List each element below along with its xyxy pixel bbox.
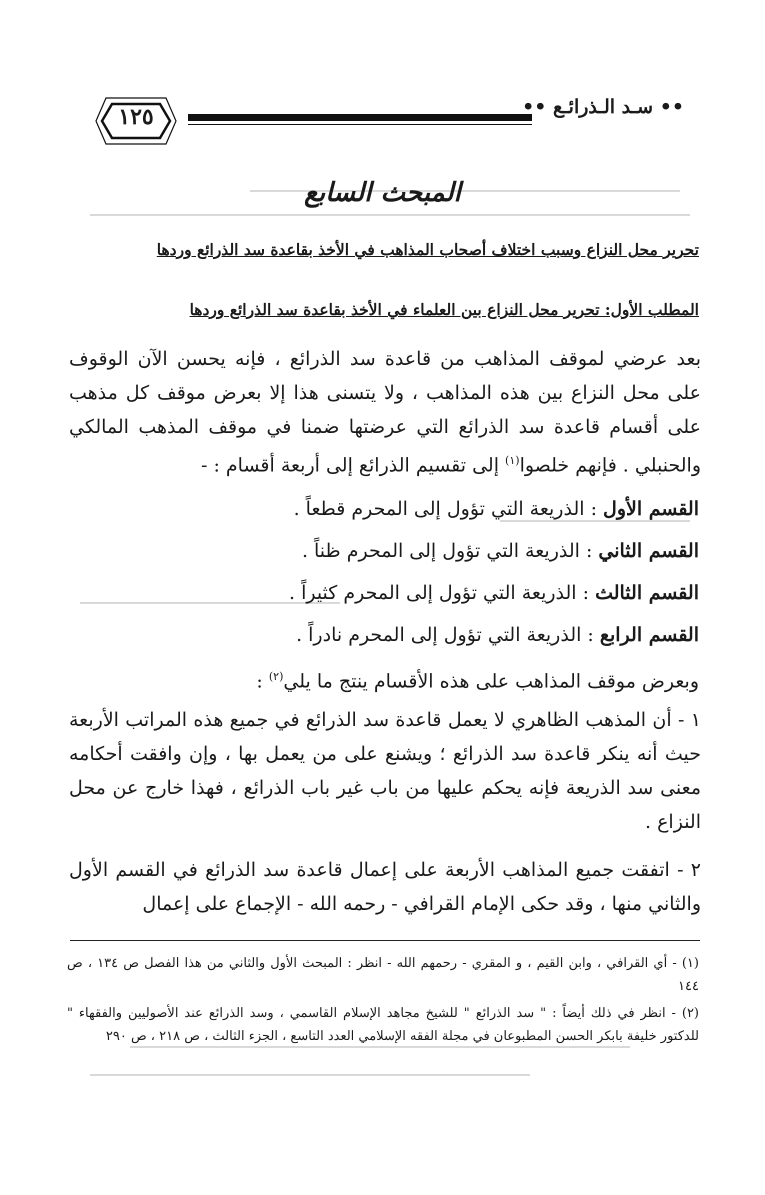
list-item [99, 578, 699, 608]
list-item [99, 494, 699, 524]
result-intro-end: : [256, 670, 269, 693]
footnote-ref-1: (١) [505, 454, 520, 467]
bleed-through-mark [90, 1074, 530, 1076]
chapter-heading: المبحث السابع [304, 178, 461, 208]
list-item [99, 620, 699, 650]
footnote-ref-2: (٢) [268, 670, 284, 683]
division-text: : الذريعة التي تؤول إلى المحرم ظناً . [301, 540, 599, 562]
page-number-frame [92, 92, 180, 150]
page-header [92, 92, 684, 150]
division-label: القسم الثالث [595, 582, 699, 604]
division-label: القسم الرابع [599, 624, 699, 646]
result-intro [99, 662, 699, 696]
section-title: المطلب الأول: تحرير محل النزاع بين العلماء في الأخذ بقاعدة سد الذرائع وردها [189, 300, 699, 319]
intro-paragraph [69, 342, 701, 482]
division-label: القسم الأول [603, 498, 699, 520]
footnote-divider [70, 940, 700, 941]
division-text: : الذريعة التي تؤول إلى المحرم كثيراً . [288, 582, 596, 604]
footnote-2: (٢) - انظر في ذلك أيضاً : " سد الذرائع " للشيخ مجاهد الإسلام القاسمي ، وسد الذرائع عند الأصوليين والفقهاء " للدكتور خليفة بابكر الحسن المطبوعان في مجلة الفقه الإسلامي العدد التاسع ، الجزء الثالث ، ص ٢١٨ ، ص ٢٩٠ [67, 1006, 699, 1044]
header-rule [188, 114, 532, 121]
chapter-subheading: تحرير محل النزاع وسبب اختلاف أصحاب المذاهب في الأخذ بقاعدة سد الذرائع وردها [156, 240, 699, 259]
footnote-1: (١) - أي القرافي ، وابن القيم ، و المقري - رحمهم الله - انظر : المبحث الأول والثاني من هذا الفصل ص ١٣٤ ، ص ١٤٤ [67, 956, 699, 994]
page-number: ١٢٥ [118, 104, 154, 130]
division-text: : الذريعة التي تؤول إلى المحرم قطعاً . [293, 498, 604, 520]
point-1-paragraph: ١ - أن المذهب الظاهري لا يعمل قاعدة سد الذرائع في جميع هذه المراتب الأربعة حيث أنه ينكر قاعدة سد الذرائع ؛ ويشنع على من يعمل بها ، وإن وافقت أحكامه معنى سد الذريعة فإنه يحكم عليها من باب غير باب الذرائع ، فهذا خارج عن محل النزاع . [69, 709, 701, 833]
point-2-paragraph: ٢ - اتفقت جميع المذاهب الأربعة على إعمال قاعدة سد الذرائع في القسم الأول والثاني منها ، وقد حكى الإمام القرافي - رحمه الله - الإجماع على إعمال [69, 859, 701, 915]
list-item [99, 536, 699, 566]
intro-text: بعد عرضي لموقف المذاهب من قاعدة سد الذرائع ، فإنه يحسن الآن الوقوف على محل النزاع بين هذه المذاهب ، ولا يتسنى هذا إلا بعرض موقف كل مذهب على أقسام قاعدة سد الذرائع التي عرضتها ضمنا في موقف المذهب المالكي والحنبلي . فإنهم خلصوا [69, 348, 701, 477]
running-title: •• سـد الـذرائـع •• [522, 96, 684, 118]
division-label: القسم الثاني [598, 540, 699, 562]
result-intro-text: وبعرض موقف المذاهب على هذه الأقسام ينتج ما يلي [283, 670, 699, 693]
division-text: : الذريعة التي تؤول إلى المحرم نادراً . [296, 624, 600, 646]
intro-text-end: إلى تقسيم الذرائع إلى أربعة أقسام : - [201, 454, 506, 477]
bleed-through-mark [90, 214, 690, 216]
